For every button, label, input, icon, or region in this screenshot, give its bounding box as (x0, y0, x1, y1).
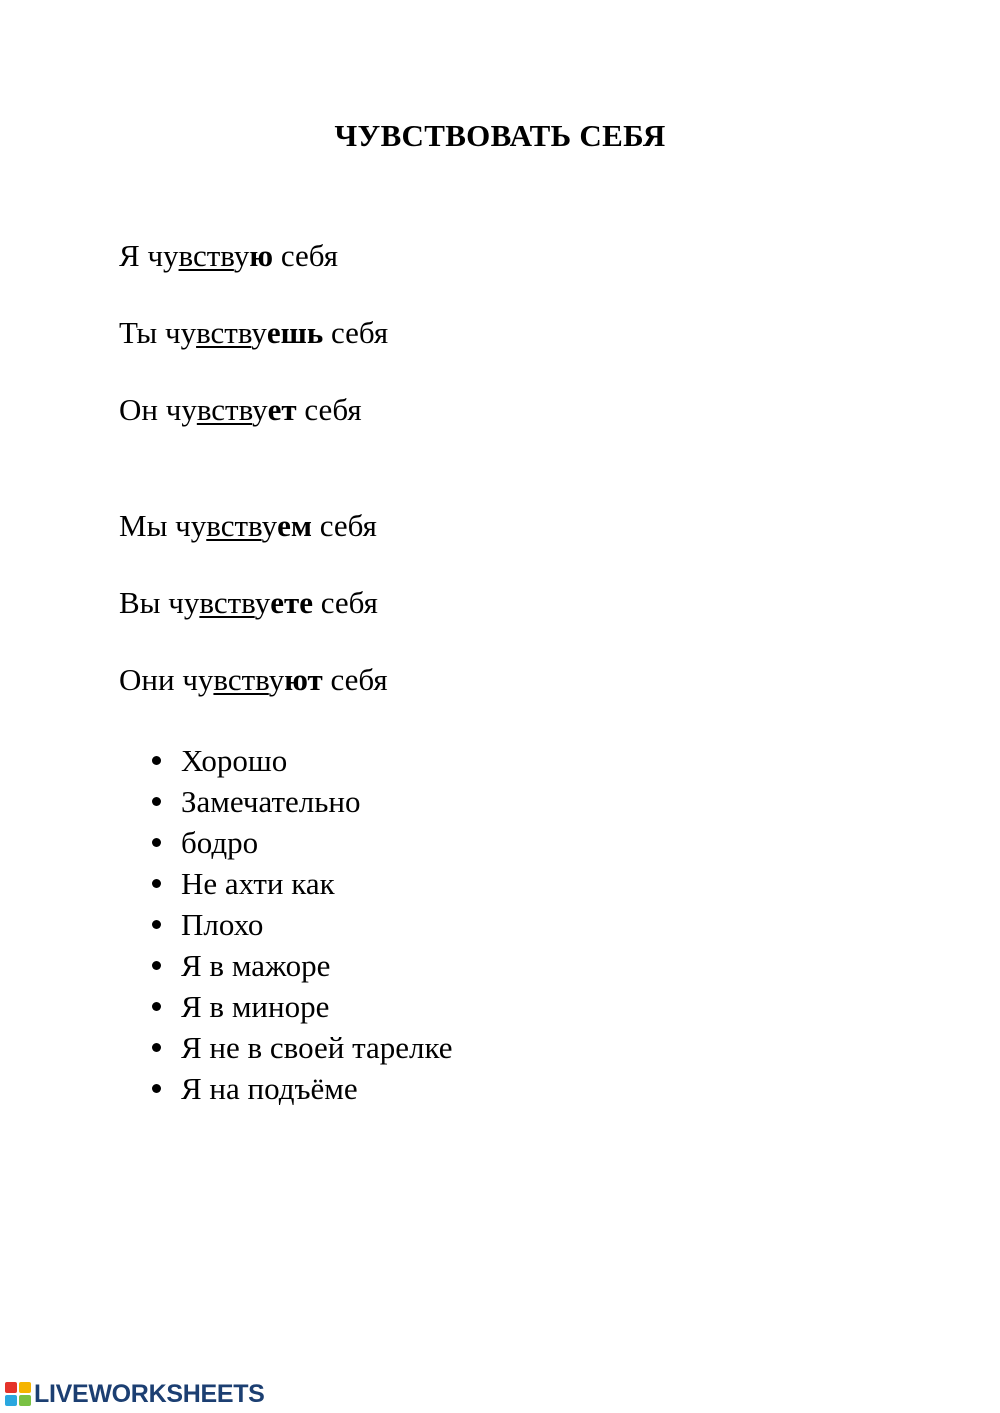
verb-stem: вств (196, 315, 252, 350)
verb-mid: у (233, 238, 250, 273)
list-item: Хорошо (150, 740, 453, 781)
bullet-icon (152, 756, 161, 765)
conjugation-line-ya (119, 236, 338, 276)
bullet-icon (152, 1002, 161, 1011)
bullet-icon (152, 879, 161, 888)
reflexive-object: себя (319, 508, 377, 543)
conjugation-line-oni (119, 660, 388, 700)
verb-stem: вств (213, 662, 269, 697)
verb-mid: у (252, 392, 268, 427)
verb-stem: вств (206, 508, 262, 543)
pronoun: Ты (119, 315, 158, 350)
expressions-list (150, 740, 453, 1109)
bullet-icon (152, 1084, 161, 1093)
list-item: Замечательно (150, 781, 453, 822)
verb-prefix: чу (175, 508, 207, 543)
bullet-icon (152, 838, 161, 847)
verb-ending: ешь (266, 315, 324, 350)
verb-prefix: чу (147, 238, 179, 273)
liveworksheets-logo[interactable] (4, 1380, 265, 1408)
conjugation-line-ty (119, 313, 388, 353)
verb-mid: у (251, 315, 267, 350)
list-item: Не ахти как (150, 863, 453, 904)
reflexive-object: себя (331, 315, 389, 350)
verb-mid: у (268, 662, 285, 697)
verb-stem: вств (178, 238, 234, 273)
verb-ending: ют (284, 662, 323, 697)
list-item: Я в миноре (150, 986, 453, 1027)
page-title: ЧУВСТВОВАТЬ СЕБЯ (334, 118, 666, 153)
verb-prefix: чу (182, 662, 214, 697)
conjugation-line-on (119, 390, 362, 430)
reflexive-object: себя (304, 392, 362, 427)
verb-ending: ет (267, 392, 297, 427)
conjugation-line-my (119, 506, 377, 546)
pronoun: Они (119, 662, 175, 697)
liveworksheets-logo-icon (4, 1381, 32, 1407)
pronoun: Мы (119, 508, 168, 543)
pronoun: Он (119, 392, 158, 427)
list-item: бодро (150, 822, 453, 863)
verb-ending: ете (270, 585, 313, 620)
verb-mid: у (254, 585, 271, 620)
verb-prefix: чу (168, 585, 200, 620)
verb-prefix: чу (165, 392, 197, 427)
logo-text: LIVEWORKSHEETS (34, 1379, 265, 1408)
verb-ending: ем (277, 508, 312, 543)
reflexive-object: себя (330, 662, 388, 697)
bullet-icon (152, 920, 161, 929)
verb-ending: ю (249, 238, 274, 273)
list-item: Я на подъёме (150, 1068, 453, 1109)
pronoun: Я (119, 238, 140, 273)
verb-stem: вств (199, 585, 255, 620)
verb-prefix: чу (164, 315, 197, 350)
verb-mid: у (261, 508, 278, 543)
bullet-icon (152, 1043, 161, 1052)
conjugation-line-vy (119, 583, 378, 623)
pronoun: Вы (119, 585, 161, 620)
bullet-icon (152, 797, 161, 806)
list-item: Я в мажоре (150, 945, 453, 986)
reflexive-object: себя (320, 585, 378, 620)
verb-stem: вств (196, 392, 253, 427)
list-item: Плохо (150, 904, 453, 945)
bullet-icon (152, 961, 161, 970)
reflexive-object: себя (280, 238, 338, 273)
list-item: Я не в своей тарелке (150, 1027, 453, 1068)
